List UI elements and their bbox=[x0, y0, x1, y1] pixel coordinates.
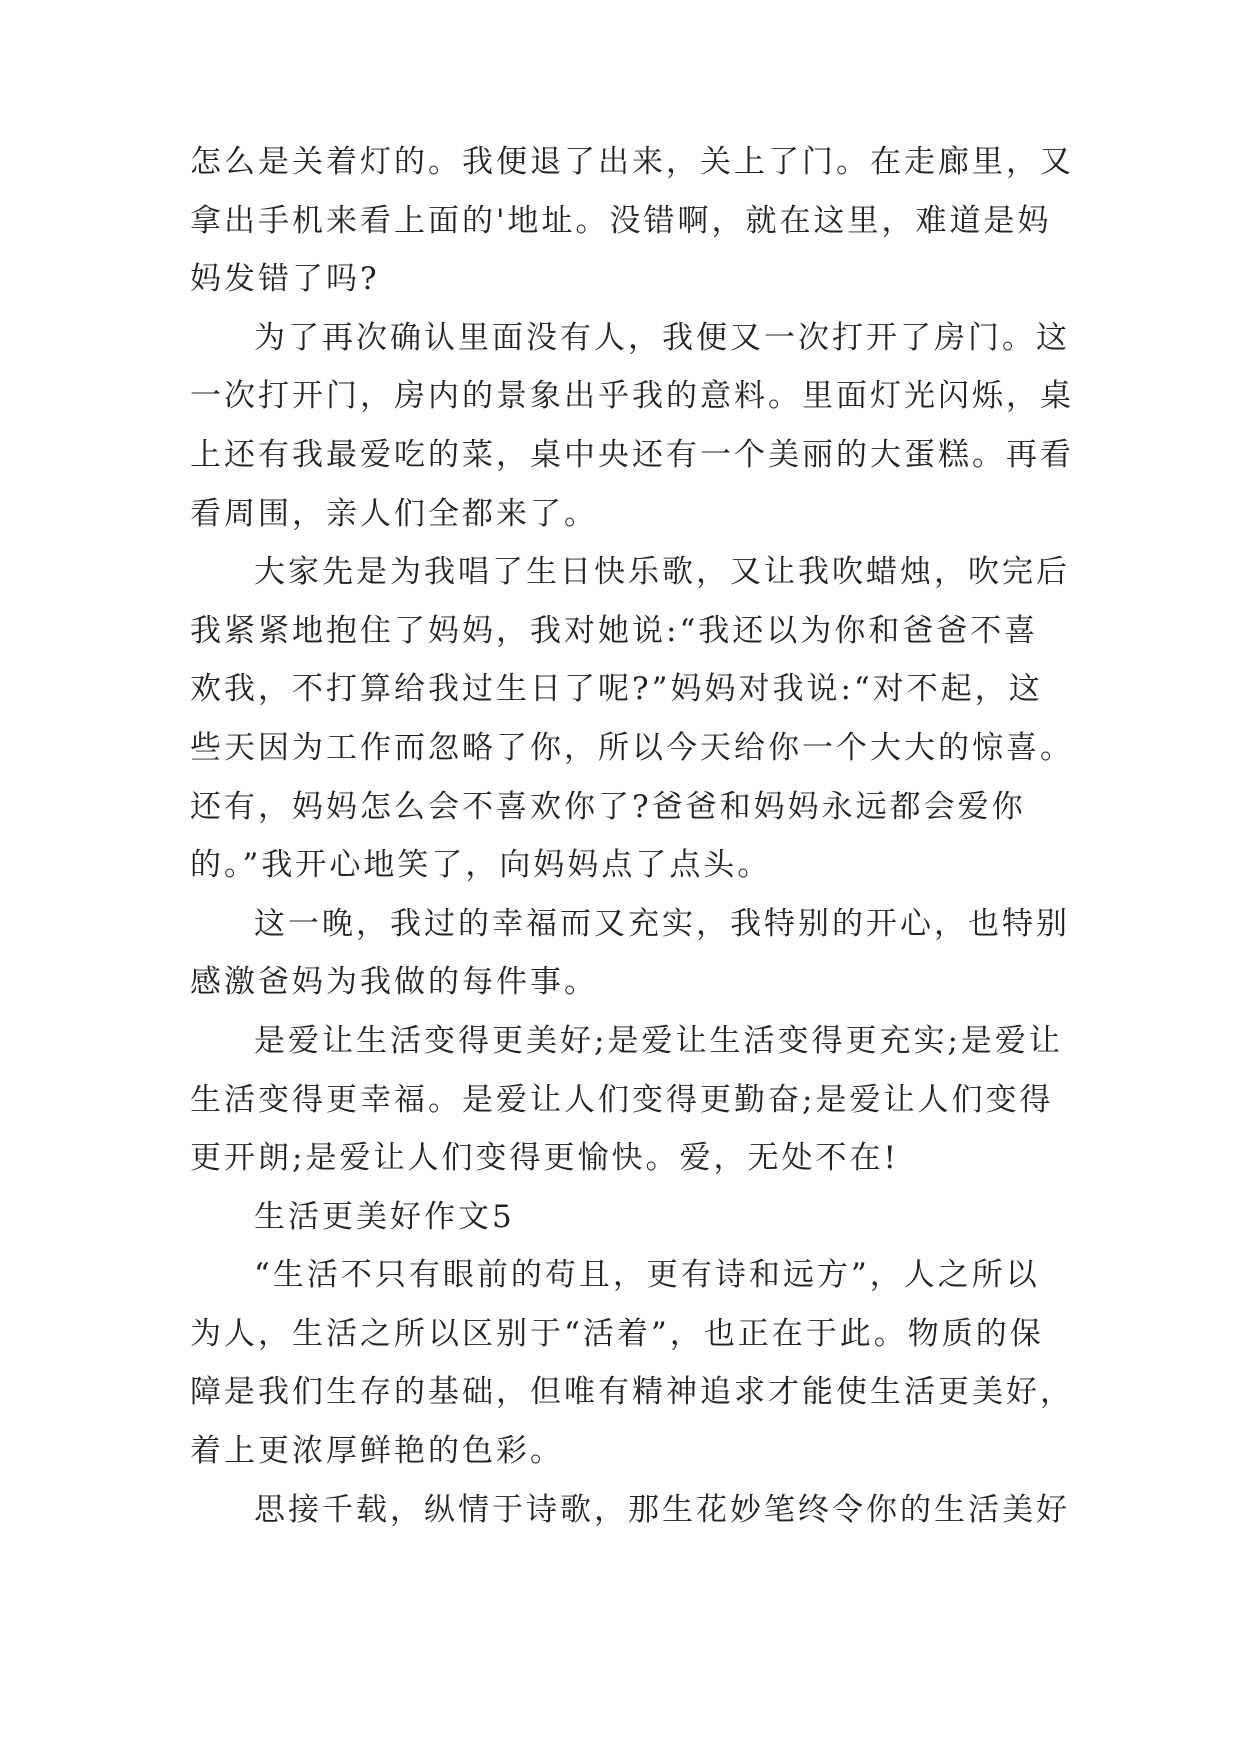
text-line: 还有，妈妈怎么会不喜欢你了?爸爸和妈妈永远都会爱你 bbox=[190, 788, 1026, 825]
text-line: 更开朗;是爱让人们变得更愉快。爱，无处不在! bbox=[190, 1140, 899, 1177]
paragraph-7 bbox=[190, 1481, 1070, 1540]
text-line: 妈发错了吗? bbox=[190, 261, 380, 298]
text-line: 欢我，不打算给我过生日了呢?”妈妈对我说:“对不起，这 bbox=[190, 671, 1043, 708]
text-line: 是爱让生活变得更美好;是爱让生活变得更充实;是爱让 bbox=[254, 1022, 1063, 1059]
paragraph-5 bbox=[190, 1012, 1070, 1188]
text-line: 一次打开门，房内的景象出乎我的意料。里面灯光闪烁，桌 bbox=[190, 378, 1074, 415]
text-line: 生活变得更幸福。是爱让人们变得更勤奋;是爱让人们变得 bbox=[190, 1081, 1054, 1118]
text-line: 大家先是为我唱了生日快乐歌，又让我吹蜡烛，吹完后 bbox=[254, 554, 1070, 591]
text-line: 感激爸妈为我做的每件事。 bbox=[190, 964, 598, 1001]
text-line: 的。”我开心地笑了，向妈妈点了点头。 bbox=[190, 847, 772, 884]
paragraph-6 bbox=[190, 1246, 1074, 1480]
text-line: 着上更浓厚鲜艳的色彩。 bbox=[190, 1433, 564, 1470]
section-heading bbox=[190, 1188, 1070, 1247]
text-line: “生活不只有眼前的苟且，更有诗和远方”，人之所以 bbox=[254, 1257, 1040, 1294]
text-line: 障是我们生存的基础，但唯有精神追求才能使生活更美好， bbox=[190, 1374, 1074, 1411]
text-line: 这一晚，我过的幸福而又充实，我特别的开心，也特别 bbox=[254, 905, 1070, 942]
text-line: 上还有我最爱吃的菜，桌中央还有一个美丽的大蛋糕。再看 bbox=[190, 436, 1074, 473]
section-heading-text: 生活更美好作文5 bbox=[254, 1198, 515, 1235]
document-body bbox=[190, 133, 1074, 1539]
text-line: 看周围，亲人们全都来了。 bbox=[190, 495, 598, 532]
text-line: 为人，生活之所以区别于“活着”，也正在于此。物质的保 bbox=[190, 1315, 1044, 1352]
paragraph-4 bbox=[190, 895, 1070, 1012]
text-line: 我紧紧地抱住了妈妈，我对她说:“我还以为你和爸爸不喜 bbox=[190, 612, 1039, 649]
text-line: 拿出手机来看上面的'地址。没错啊，就在这里，难道是妈 bbox=[190, 202, 1052, 239]
paragraph-2 bbox=[190, 309, 1074, 543]
paragraph-3 bbox=[190, 543, 1074, 895]
text-line: 思接千载，纵情于诗歌，那生花妙笔终令你的生活美好 bbox=[254, 1491, 1070, 1528]
text-line: 些天因为工作而忽略了你，所以今天给你一个大大的惊喜。 bbox=[190, 729, 1074, 766]
text-line: 怎么是关着灯的。我便退了出来，关上了门。在走廊里，又 bbox=[190, 144, 1074, 180]
text-line: 为了再次确认里面没有人，我便又一次打开了房门。这 bbox=[254, 319, 1070, 356]
paragraph-1 bbox=[190, 133, 1074, 309]
